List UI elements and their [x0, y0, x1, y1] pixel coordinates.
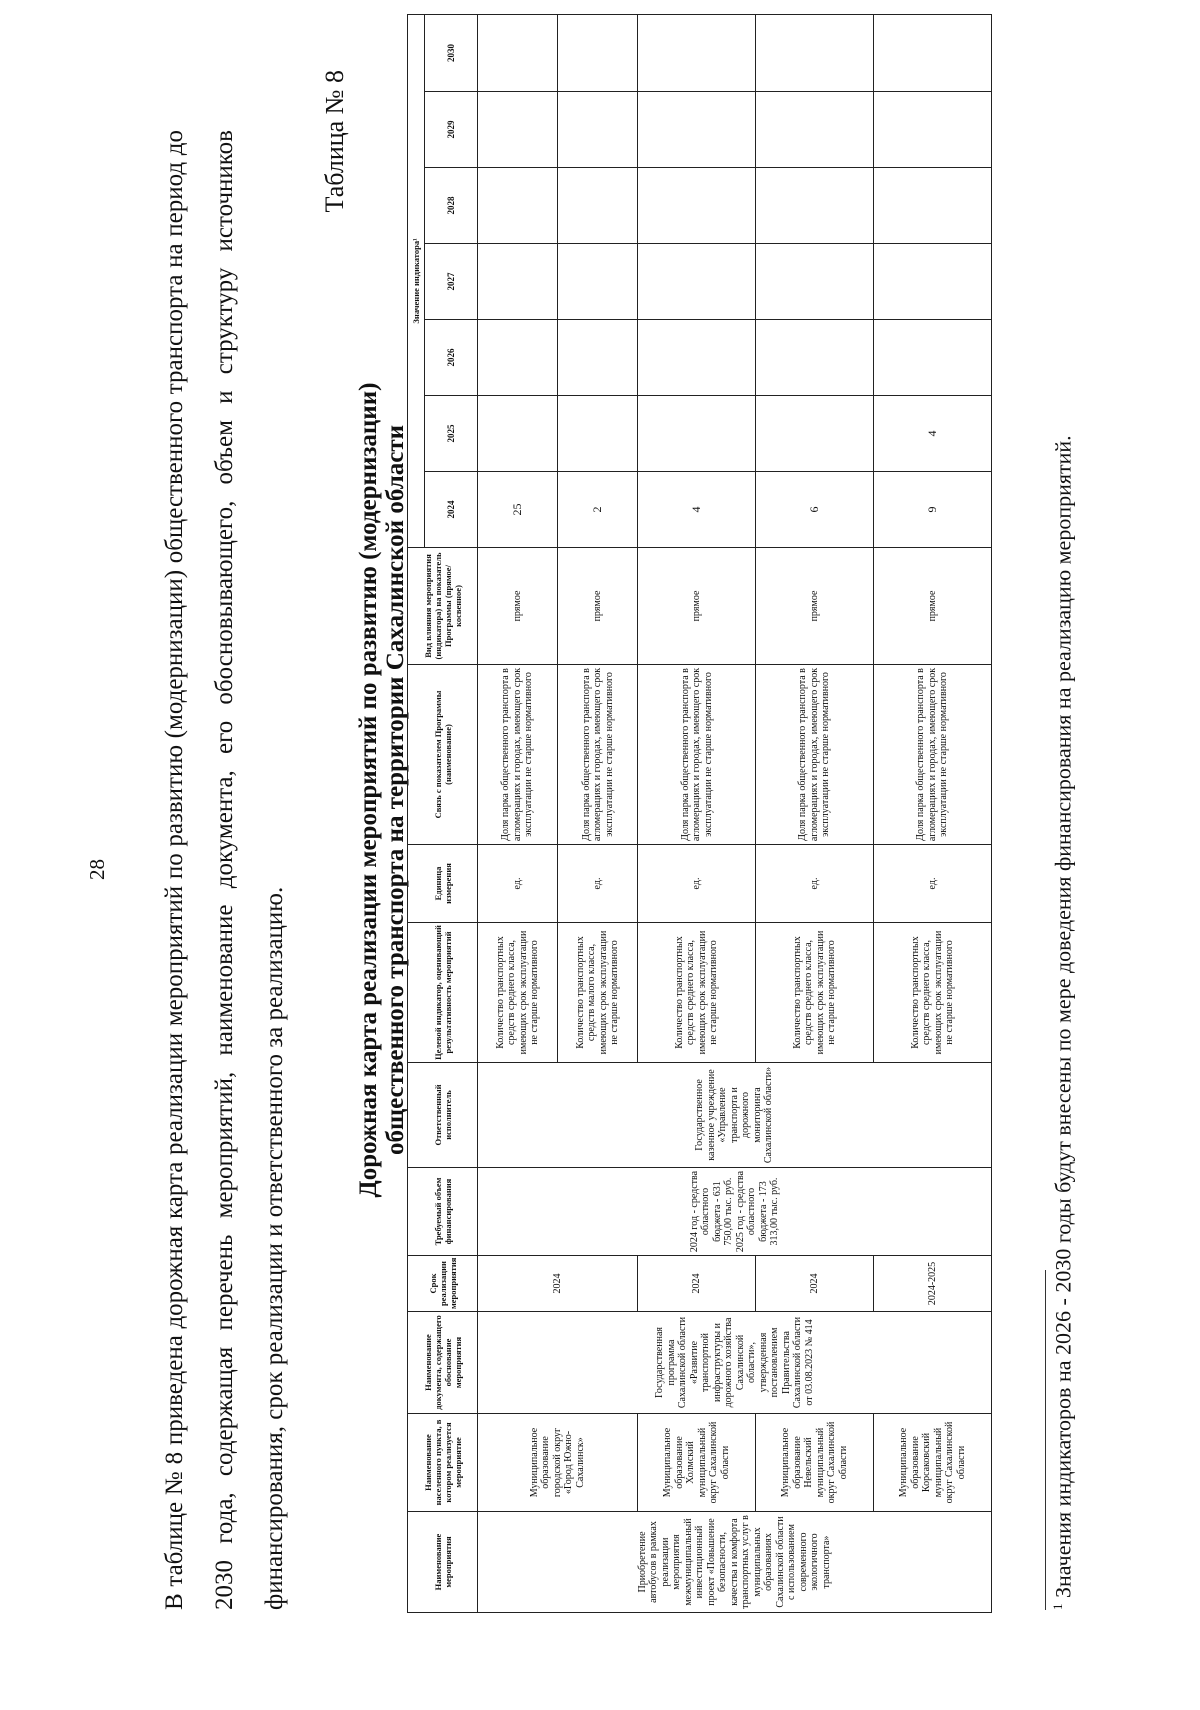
- value-cell: [756, 168, 874, 244]
- funding-cell: 2024 год - средства областного бюджета - 631 750,00 тыс. руб. 2025 год - средства областного бюджета - 173 313,00 тыс. руб.: [478, 1168, 992, 1256]
- header-indicator: Целевой индикатор, оценивающий результативность мероприятий: [408, 923, 478, 1063]
- link-cell: Доля парка общественного транспорта в агломерациях и городах, имеющего срок эксплуатации не старше нормативного: [558, 665, 638, 845]
- locality-cell: Муниципальное образование Корсаковский муниципальный округ Сахалинской области: [874, 1414, 992, 1512]
- table-number: Таблица № 8: [320, 70, 349, 213]
- term-cell: 2024-2025: [874, 1256, 992, 1312]
- footnote-separator: [1045, 1270, 1046, 1610]
- value-cell: [756, 320, 874, 396]
- value-2025-cell: [756, 396, 874, 472]
- page-number: 28: [85, 859, 109, 880]
- executor-cell: Государственное казенное учреждение «Управление транспорта и дорожного мониторинга Сахалинской области»: [478, 1063, 992, 1168]
- influence-cell: прямое: [478, 548, 558, 665]
- indicator-cell: Количество транспортных средств среднего класса, имеющих срок эксплуатации не старше нормативного: [638, 923, 756, 1063]
- indicator-cell: Количество транспортных средств среднего класса, имеющих срок эксплуатации не старше нормативного: [874, 923, 992, 1063]
- value-cell: [874, 320, 992, 396]
- value-cell: [638, 244, 756, 320]
- value-2024-cell: 4: [638, 472, 756, 548]
- value-cell: [638, 14, 756, 91]
- header-link: Связь с показателем Программы (наименование): [408, 665, 478, 845]
- table-title: [355, 290, 409, 1290]
- header-funding: Требуемый объем финансирования: [408, 1168, 478, 1256]
- unit-cell: ед.: [558, 845, 638, 923]
- unit-cell: ед.: [638, 845, 756, 923]
- roadmap-table: [407, 14, 992, 1613]
- table-row: [478, 14, 558, 1612]
- value-cell: [756, 92, 874, 168]
- value-cell: [478, 320, 558, 396]
- link-cell: Доля парка общественного транспорта в агломерациях и городах, имеющего срок эксплуатации не старше нормативного: [756, 665, 874, 845]
- indicator-cell: Количество транспортных средств среднего класса, имеющих срок эксплуатации не старше нормативного: [756, 923, 874, 1063]
- locality-cell: Муниципальное образование Холмский муниципальный округ Сахалинской области: [638, 1414, 756, 1512]
- value-2025-cell: [638, 396, 756, 472]
- unit-cell: ед.: [478, 845, 558, 923]
- value-cell: [874, 14, 992, 91]
- year-2027: 2027: [425, 244, 478, 320]
- table-title-line2: общественного транспорта на территории Сахалинской области: [382, 424, 409, 1156]
- intro-paragraph: В таблице № 8 приведена дорожная карта реализации мероприятий по развитию (модернизации) общественного транспорта на период до 2030 года, содержащая перечень мероприятий, наименование документа, его обосновывающего, объем и структуру источников финансирования, срок реализации и ответственного за реализацию.: [161, 130, 288, 1610]
- value-2024-cell: 25: [478, 472, 558, 548]
- locality-cell: Муниципальное образование городской округ «Город Южно-Сахалинск»: [478, 1414, 638, 1512]
- header-values: Значение индикатора¹: [408, 14, 425, 547]
- footnote-text: Значения индикаторов на 2026 - 2030 годы будут внесены по мере доведения финансирования на реализацию мероприятий.: [1050, 435, 1076, 1598]
- header-event: Наименование мероприятия: [408, 1512, 478, 1613]
- footnote: [1050, 435, 1076, 1610]
- table-title-line1: Дорожная карта реализации мероприятий по развитию (модернизации): [355, 382, 382, 1198]
- value-2025-cell: [558, 396, 638, 472]
- link-cell: Доля парка общественного транспорта в агломерациях и городах, имеющего срок эксплуатации не старше нормативного: [874, 665, 992, 845]
- value-2024-cell: 2: [558, 472, 638, 548]
- header-executor: Ответственный исполнитель: [408, 1063, 478, 1168]
- term-cell: 2024: [756, 1256, 874, 1312]
- influence-cell: прямое: [756, 548, 874, 665]
- year-2024: 2024: [425, 472, 478, 548]
- value-2024-cell: 6: [756, 472, 874, 548]
- indicator-cell: Количество транспортных средств среднего класса, имеющих срок эксплуатации не старше нормативного: [478, 923, 558, 1063]
- value-cell: [558, 320, 638, 396]
- header-influence: Вид влияния мероприятия (индикатора) на показатель Программы (прямое/косвенное): [408, 548, 478, 665]
- link-cell: Доля парка общественного транспорта в агломерациях и городах, имеющего срок эксплуатации не старше нормативного: [638, 665, 756, 845]
- year-2026: 2026: [425, 320, 478, 396]
- term-cell: 2024: [478, 1256, 638, 1312]
- value-2025-cell: 4: [874, 396, 992, 472]
- term-cell: 2024: [638, 1256, 756, 1312]
- value-cell: [756, 14, 874, 91]
- value-cell: [478, 168, 558, 244]
- value-cell: [558, 168, 638, 244]
- unit-cell: ед.: [874, 845, 992, 923]
- indicator-cell: Количество транспортных средств малого класса, имеющих срок эксплуатации не старше нормативного: [558, 923, 638, 1063]
- value-cell: [874, 168, 992, 244]
- year-2030: 2030: [425, 14, 478, 91]
- link-cell: Доля парка общественного транспорта в агломерациях и городах, имеющего срок эксплуатации не старше нормативного: [478, 665, 558, 845]
- header-unit: Единица измерения: [408, 845, 478, 923]
- footnote-mark: 1: [1050, 1603, 1065, 1610]
- value-cell: [874, 244, 992, 320]
- header-document: Наименование документа, содержащего обоснование мероприятия: [408, 1312, 478, 1414]
- header-row-1: [408, 14, 425, 1612]
- value-cell: [558, 14, 638, 91]
- value-2024-cell: 9: [874, 472, 992, 548]
- value-cell: [478, 14, 558, 91]
- year-2029: 2029: [425, 92, 478, 168]
- value-cell: [638, 168, 756, 244]
- influence-cell: прямое: [874, 548, 992, 665]
- value-cell: [558, 244, 638, 320]
- value-cell: [478, 92, 558, 168]
- value-cell: [638, 320, 756, 396]
- unit-cell: ед.: [756, 845, 874, 923]
- value-cell: [478, 244, 558, 320]
- header-term: Срок реализации мероприятия: [408, 1256, 478, 1312]
- locality-cell: Муниципальное образование Невельский муниципальный округ Сахалинской области: [756, 1414, 874, 1512]
- influence-cell: прямое: [558, 548, 638, 665]
- value-cell: [638, 92, 756, 168]
- value-cell: [756, 244, 874, 320]
- document-cell: Государственная программа Сахалинской области «Развитие транспортной инфраструктуры и дорожного хозяйства Сахалинской области», утвержденная постановлением Правительства Сахалинской области от 03.08.2023 № 414: [478, 1312, 992, 1414]
- value-cell: [874, 92, 992, 168]
- year-2028: 2028: [425, 168, 478, 244]
- event-name-cell: Приобретение автобусов в рамках реализации мероприятия межмуниципальный инвестиционный проект «Повышение безопасности, качества и комфорта транспортных услуг в муниципальных образованиях Сахалинской области с использованием современного экологичного транспорта»: [478, 1512, 992, 1613]
- year-2025: 2025: [425, 396, 478, 472]
- influence-cell: прямое: [638, 548, 756, 665]
- value-2025-cell: [478, 396, 558, 472]
- value-cell: [558, 92, 638, 168]
- header-locality: Наименование населенного пункта, в котором реализуется мероприятие: [408, 1414, 478, 1512]
